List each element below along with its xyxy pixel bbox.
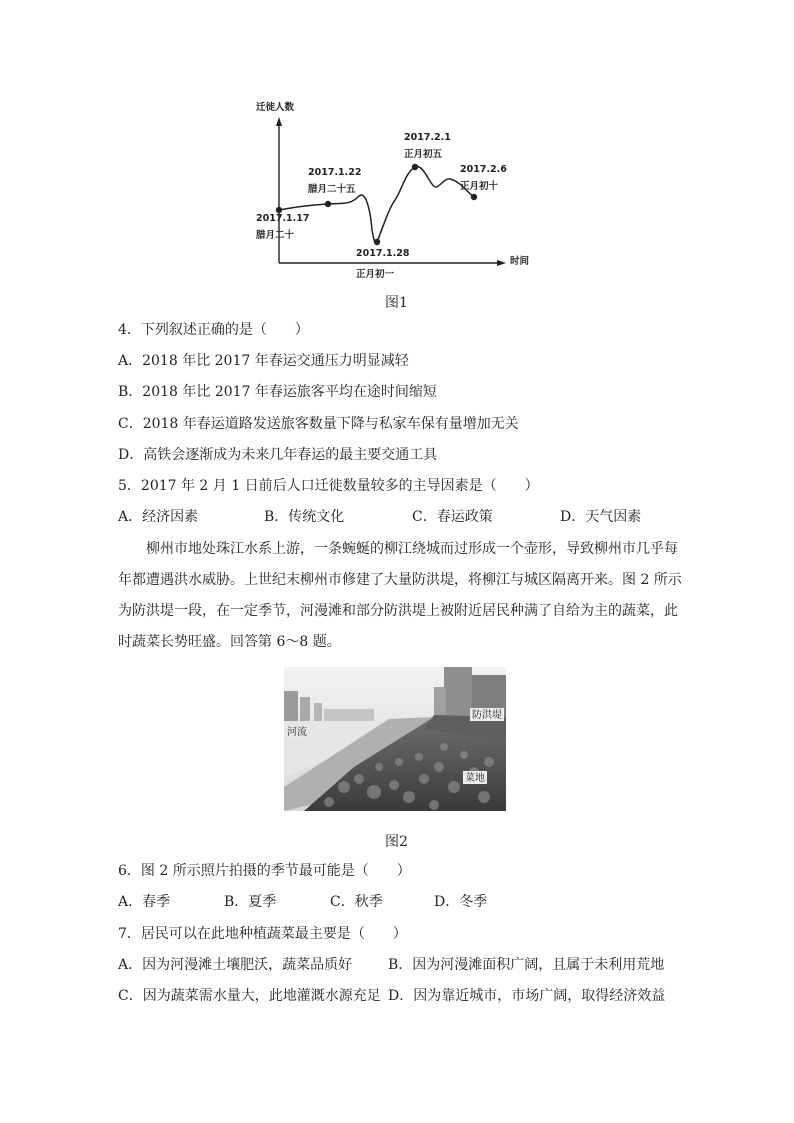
question6-option-c: C．秋季 xyxy=(330,894,383,910)
y-axis-label: 迁徙人数 xyxy=(256,102,295,113)
point-date-label: 2017.1.22 xyxy=(308,167,362,178)
question5-stem: 5．2017 年 2 月 1 日前后人口迁徙数量较多的主导因素是（ ） xyxy=(118,478,539,494)
river-label: 河流 xyxy=(287,727,307,738)
migration-curve xyxy=(279,167,474,243)
question6-option-d: D．冬季 xyxy=(434,894,488,910)
point-lunar-label: 正月初五 xyxy=(404,149,443,160)
building xyxy=(284,691,298,721)
question7-stem: 7．居民可以在此地种植蔬菜最主要是（ ） xyxy=(118,926,407,942)
migration-chart xyxy=(250,95,550,285)
question5-option-d: D．天气因素 xyxy=(560,509,642,525)
point-lunar-label: 腊月二十 xyxy=(256,230,295,241)
passage-line: 为防洪堤一段，在一定季节，河漫滩和部分防洪堤上被附近居民种满了自给为主的蔬菜，此 xyxy=(118,603,678,619)
passage-line: 柳州市地处珠江水系上游，一条蜿蜒的柳江绕城而过形成一个壶形，导致柳州市几乎每 xyxy=(146,541,678,557)
data-point xyxy=(374,239,380,245)
point-lunar-label: 正月初一 xyxy=(356,269,395,280)
question7-option-a: A．因为河漫滩土壤肥沃，蔬菜品质好 xyxy=(118,957,353,973)
point-date-label: 2017.1.28 xyxy=(356,248,410,259)
y-axis-arrow xyxy=(276,117,282,126)
question4-option-b: B．2018 年比 2017 年春运旅客平均在途时间缩短 xyxy=(118,384,437,400)
question4-option-d: D．高铁会逐渐成为未来几年春运的最主要交通工具 xyxy=(118,447,438,463)
question6-stem: 6．图 2 所示照片拍摄的季节最可能是（ ） xyxy=(118,863,411,879)
levee-photo xyxy=(284,667,506,811)
building xyxy=(324,709,374,721)
passage-line: 年都遭遇洪水威胁。上世纪末柳州市修建了大量防洪堤，将柳江与城区隔离开来。图 2 所示 xyxy=(118,572,682,588)
question5-option-c: C．春运政策 xyxy=(412,509,493,525)
question7-option-d: D．因为靠近城市，市场广阔，取得经济效益 xyxy=(388,988,666,1004)
question4-option-a: A．2018 年比 2017 年春运交通压力明显减轻 xyxy=(118,353,409,369)
passage-line: 时蔬菜长势旺盛。回答第 6～8 题。 xyxy=(118,634,341,650)
question4-stem: 4．下列叙述正确的是（ ） xyxy=(118,322,309,338)
figure2-caption: 图2 xyxy=(385,834,408,850)
point-lunar-label: 正月初十 xyxy=(460,181,499,192)
x-axis-label: 时间 xyxy=(510,256,530,267)
figure1-caption: 图1 xyxy=(385,295,408,311)
data-point xyxy=(325,201,331,207)
point-date-label: 2017.2.1 xyxy=(404,132,451,143)
data-point xyxy=(471,194,477,200)
point-lunar-label: 腊月二十五 xyxy=(308,184,356,195)
question7-option-b: B．因为河漫滩面积广阔，且属于未利用荒地 xyxy=(388,957,665,973)
question6-option-b: B．夏季 xyxy=(224,894,277,910)
building xyxy=(444,667,472,722)
x-axis-arrow xyxy=(497,260,506,266)
question6-option-a: A．春季 xyxy=(118,894,171,910)
point-date-label: 2017.1.17 xyxy=(256,213,310,224)
question5-option-a: A．经济因素 xyxy=(118,509,199,525)
question7-option-c: C．因为蔬菜需水量大，此地灌溉水源充足 xyxy=(118,988,381,1004)
data-point xyxy=(412,164,418,170)
question5-option-b: B．传统文化 xyxy=(264,509,345,525)
point-date-label: 2017.2.6 xyxy=(460,164,507,175)
question4-option-c: C．2018 年春运道路发送旅客数量下降与私家车保有量增加无关 xyxy=(118,416,519,432)
building xyxy=(314,703,322,721)
levee-label: 防洪堤 xyxy=(472,710,502,721)
building xyxy=(300,697,310,721)
field-label: 菜地 xyxy=(465,773,485,784)
